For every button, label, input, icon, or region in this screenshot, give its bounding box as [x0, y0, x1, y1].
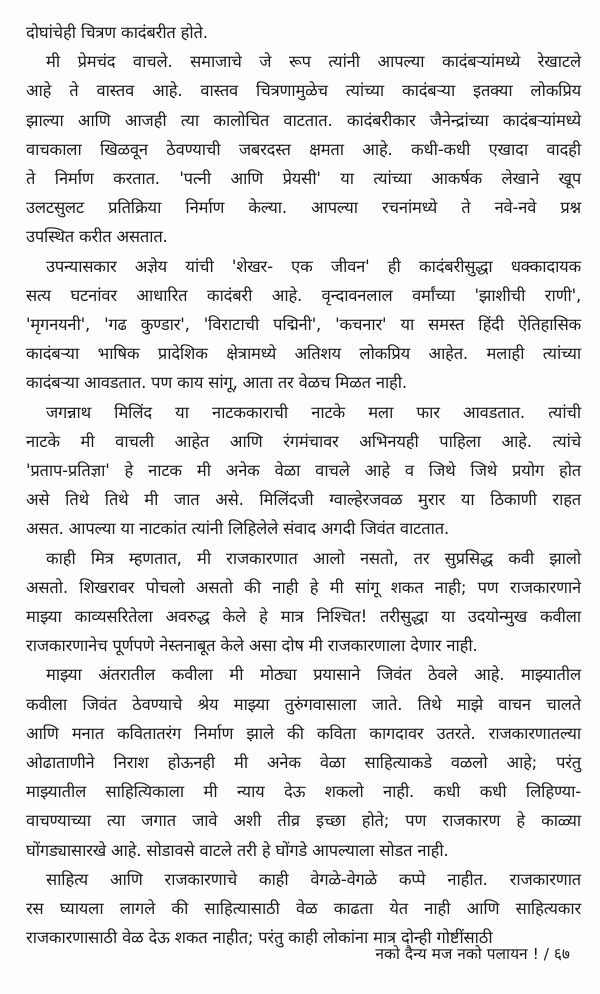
text-line: उपस्थित करीत असतात.	[26, 227, 168, 247]
page-footer: नको दैन्य मज नको पलायन ! / ६७	[375, 945, 570, 963]
text-line: असत. आपल्या या नाटकांत त्यांनी लिहिलेले संवाद अगदी जिवंत वाटतात.	[26, 519, 449, 539]
text-line: कादंबऱ्या भाषिक प्रादेशिक क्षेत्रामध्ये अतिशय लोकप्रिय आहेत. मलाही त्यांच्या	[26, 344, 581, 364]
paragraph	[26, 660, 581, 864]
text-line: आहे ते वास्तव आहे. वास्तव चित्रणामुळेच त्यांच्या कादंबऱ्या इतक्या लोकप्रिय	[26, 81, 581, 101]
text-line: माझ्या काव्यसरितेला अवरुद्ध केले हे मात्र निश्चित! तरीसुद्धा या उदयोन्मुख कवीला	[26, 607, 581, 627]
text-line: राजकारणानेच पूर्णपणे नेस्तनाबूत केले असा दोष मी राजकारणाला देणार नाही.	[26, 636, 478, 656]
paragraph	[26, 252, 581, 398]
text-line: कवीला जिवंत ठेवण्याचे श्रेय माझ्या तुरुंगवासाला जाते. तिथे माझे वाचन चालते	[26, 694, 581, 714]
paragraph	[26, 18, 581, 47]
text-line: ते निर्माण करतात. 'पत्नी आणि प्रेयसी' या त्यांच्या आकर्षक लेखाने खूप	[26, 169, 581, 189]
text-line: ओढाताणीने निराश होऊनही मी अनेक वेळा साहित्याकडे वळलो आहे; परंतु	[26, 753, 581, 773]
text-line: उपन्यासकार अज्ञेय यांची 'शेखर- एक जीवन' ही कादंबरीसुद्धा धक्कादायक	[46, 256, 581, 276]
text-line: नाटके मी वाचली आहेत आणि रंगमंचावर अभिनयही पाहिला आहे. त्यांचे	[26, 431, 581, 451]
text-line: माझ्यातील साहित्यिकाला मी न्याय देऊ शकलो नाही. कधी कधी लिहिण्या-	[26, 782, 581, 802]
text-line: मी प्रेमचंद वाचले. समाजाचे जे रूप त्यांनी आपल्या कादंबऱ्यांमध्ये रेखाटले	[46, 52, 581, 72]
text-line: रस घ्यायला लागले की साहित्यासाठी वेळ काढता येत नाही आणि साहित्यकार	[26, 899, 581, 919]
text-line: असतो. शिखरावर पोचलो असतो की नाही हे मी सांगू शकत नाही; पण राजकारणाने	[26, 577, 581, 597]
text-line: आणि मनात कवितातरंग निर्माण झाले की कविता कागदावर उतरते. राजकारणातल्या	[26, 723, 581, 743]
paragraph	[26, 398, 581, 544]
text-line: जगन्नाथ मिलिंद या नाटककाराची नाटके मला फार आवडतात. त्यांची	[46, 402, 581, 422]
text-line: झाल्या आणि आजही त्या कालोचित वाटतात. कादंबरीकार जैनेन्द्रांच्या कादंबऱ्यांमध्ये	[26, 110, 581, 130]
text-line: 'मृगनयनी', 'गढ कुण्डार', 'विराटाची पद्मिनी', 'कचनार' या समस्त हिंदी ऐतिहासिक	[26, 315, 581, 335]
text-line: काही मित्र म्हणतात, मी राजकारणात आलो नसतो, तर सुप्रसिद्ध कवी झालो	[46, 548, 581, 568]
page-body-text	[26, 18, 581, 953]
text-line: माझ्या अंतरातील कवीला मी मोठ्या प्रयासाने जिवंत ठेवले आहे. माझ्यातील	[46, 665, 581, 685]
text-line: उलटसुलट प्रतिक्रिया निर्माण केल्या. आपल्या रचनांमध्ये ते नवे-नवे प्रश्न	[26, 198, 581, 218]
text-line: वाचकाला खिळवून ठेवण्याची जबरदस्त क्षमता आहे. कधी-कधी एखादा वादही	[26, 139, 581, 159]
paragraph	[26, 865, 581, 953]
text-line: 'प्रताप-प्रतिज्ञा' हे नाटक मी अनेक वेळा वाचले आहे व जिथे जिथे प्रयोग होत	[26, 461, 581, 481]
text-line: दोघांचेही चित्रण कादंबरीत होते.	[26, 23, 208, 42]
paragraph	[26, 47, 581, 251]
text-line: घोंगड्यासारखे आहे. सोडावसे वाटले तरी हे घोंगडे आपल्याला सोडत नाही.	[26, 840, 449, 860]
text-line: राजकारणासाठी वेळ देऊ शकत नाहीत; परंतु काही लोकांना मात्र दोन्ही गोष्टींसाठी	[26, 928, 493, 948]
text-line: असे तिथे तिथे मी जात असे. मिलिंदजी ग्वाल्हेरजवळ मुरार या ठिकाणी राहत	[26, 490, 581, 510]
text-line: वाचण्याच्या त्या जगात जावे अशी तीव्र इच्छा होते; पण राजकारण हे काळ्या	[26, 811, 581, 831]
text-line: साहित्य आणि राजकारणाचे काही वेगळे-वेगळे कप्पे नाहीत. राजकारणात	[46, 869, 581, 889]
text-line: कादंबऱ्या आवडतात. पण काय सांगू, आता तर वेळच मिळत नाही.	[26, 373, 407, 393]
text-line: सत्य घटनांवर आधारित कादंबरी आहे. वृन्दावनलाल वर्मांच्या 'झाशीची राणी',	[26, 285, 581, 305]
paragraph	[26, 544, 581, 661]
